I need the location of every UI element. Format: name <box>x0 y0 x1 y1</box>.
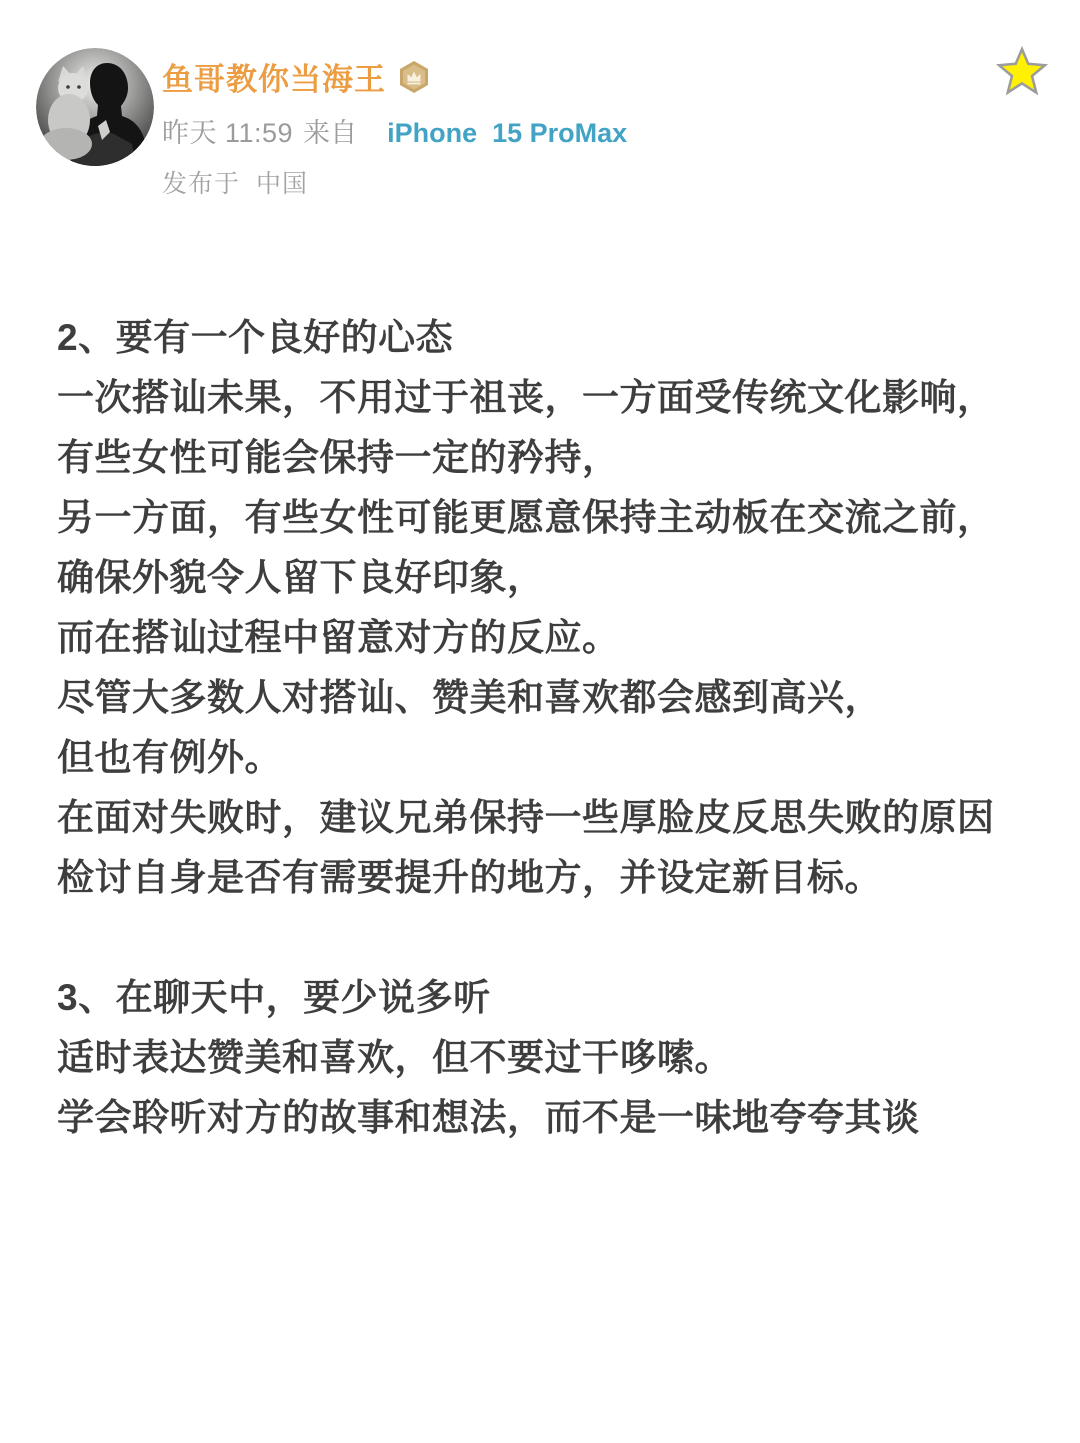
post-line: 检讨自身是否有需要提升的地方，并设定新目标。 <box>57 857 882 898</box>
avatar-image <box>36 48 154 166</box>
vip-crown-badge-icon <box>396 59 432 95</box>
user-info <box>162 54 627 200</box>
location: 中国 <box>255 170 308 198</box>
username[interactable]: 鱼哥教你当海王 <box>162 62 386 97</box>
star-icon[interactable] <box>994 44 1050 100</box>
post-line-blank <box>57 908 1047 968</box>
location-prefix: 发布于 <box>162 170 241 198</box>
timestamp: 昨天 11:59 <box>162 118 294 148</box>
post-line: 但也有例外。 <box>57 737 282 778</box>
post-line: 而在搭讪过程中留意对方的反应。 <box>57 617 620 658</box>
post-line: 2、要有一个良好的心态 <box>57 317 454 358</box>
post-line: 确保外貌令人留下良好印象， <box>57 557 545 598</box>
post-line: 一次搭讪未果，不用过于祖丧，一方面受传统文化影响， <box>57 377 995 418</box>
avatar[interactable] <box>36 48 154 166</box>
post-line: 学会聆听对方的故事和想法，而不是一味地夸夸其谈 <box>57 1097 920 1138</box>
source-link[interactable]: iPhone 15 ProMax <box>387 118 628 148</box>
post-line: 尽管大多数人对搭讪、赞美和喜欢都会感到高兴， <box>57 677 882 718</box>
post-line: 适时表达赞美和喜欢，但不要过干哆嗦。 <box>57 1037 732 1078</box>
source-prefix: 来自 <box>303 118 358 148</box>
post-line: 在面对失败时，建议兄弟保持一些厚脸皮反思失败的原因 <box>57 797 995 838</box>
location-row <box>162 164 627 200</box>
post-content <box>57 308 1047 1148</box>
post-meta <box>162 111 627 150</box>
post-line: 3、在聊天中，要少说多听 <box>57 977 491 1018</box>
post-line: 另一方面，有些女性可能更愿意保持主动板在交流之前， <box>57 497 995 538</box>
name-row <box>162 54 627 99</box>
post-line: 有些女性可能会保持一定的矜持， <box>57 437 620 478</box>
